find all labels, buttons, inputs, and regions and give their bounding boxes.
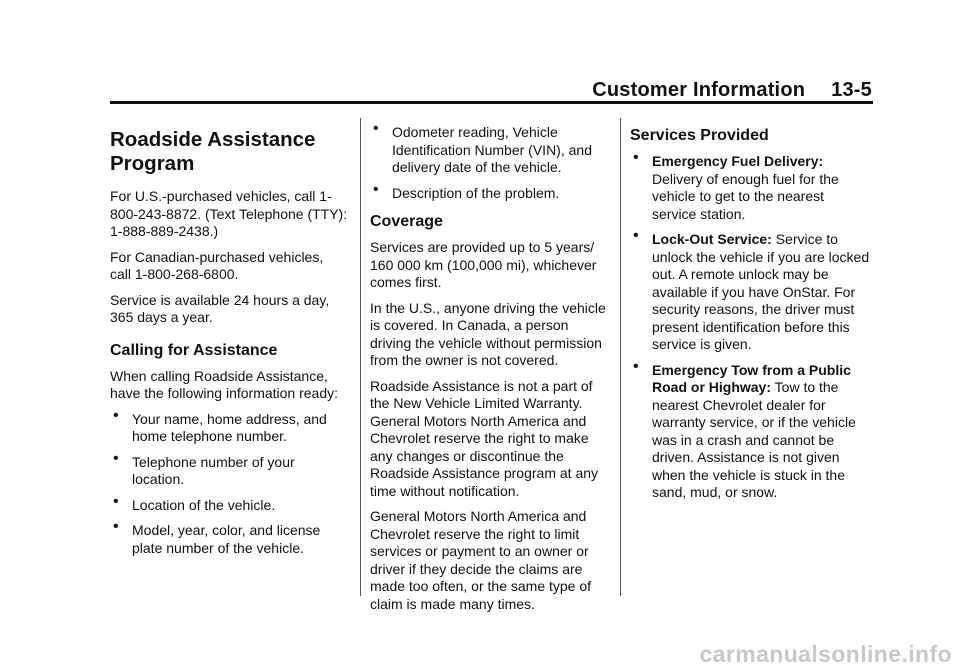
column-left <box>110 128 348 565</box>
service-text: Service to unlock the vehicle if you are locked out. A remote unlock may be available if you have OnStar. For security reasons, the driver must present identification before this service is given. <box>652 231 870 352</box>
info-list-continued <box>370 124 610 202</box>
service-text: Tow to the nearest Chevrolet dealer for warranty service, or if the vehicle was in a crash and cannot be driven. Assistance is not given when the vehicle is stuck in the sand, mud, or snow. <box>652 379 856 500</box>
services-list <box>630 153 870 502</box>
service-item <box>630 153 870 223</box>
page-number: 13-5 <box>831 79 872 101</box>
column-middle <box>370 124 610 621</box>
section-title: Customer Information <box>592 79 806 101</box>
service-label: Emergency Tow from a Public Road or Highway: <box>652 361 851 395</box>
section-heading-roadside: Roadside Assistance Program <box>110 128 316 175</box>
paragraph: When calling Roadside Assistance, have the following information ready: <box>110 367 339 401</box>
service-label: Emergency Fuel Delivery: <box>652 153 824 169</box>
list-item: • Model, year, color, and license plate number of the vehicle. <box>110 522 348 557</box>
subheading-coverage: Coverage <box>370 213 443 230</box>
list-item: • Description of the problem. <box>370 185 610 203</box>
paragraph: Services are provided up to 5 years/ 160 000 km (100,000 mi), whichever comes first. <box>370 239 597 290</box>
column-divider <box>620 118 621 596</box>
service-text: Delivery of enough fuel for the vehicle to get to the nearest service station. <box>652 170 839 222</box>
list-item: • Location of the vehicle. <box>110 497 348 515</box>
paragraph: General Motors North America and Chevrolet reserve the right to limit services or payment to an owner or driver if they decide the claims are made too often, or the same type of claim is made many times. <box>370 508 592 612</box>
paragraph: Service is available 24 hours a day, 365 days a year. <box>110 291 330 325</box>
paragraph: Roadside Assistance is not a part of the New Vehicle Limited Warranty. General Motors North America and Chevrolet reserve the right to make any changes or discontinue the Roadside Assistance program at any time without notification. <box>370 377 599 499</box>
list-item: • Telephone number of your location. <box>110 454 348 489</box>
paragraph: For U.S.-purchased vehicles, call 1-800-243-8872. (Text Telephone (TTY): 1-888-889-2438.) <box>110 188 348 239</box>
service-label: Lock-Out Service: <box>652 231 772 247</box>
paragraph: In the U.S., anyone driving the vehicle is covered. In Canada, a person driving the vehicle without permission from the owner is not covered. <box>370 299 606 368</box>
subheading-services: Services Provided <box>630 127 769 144</box>
service-item <box>630 362 870 502</box>
watermark: carmanualsonline.info <box>699 641 952 667</box>
column-right <box>630 128 870 510</box>
list-item: • Odometer reading, Vehicle Identification Number (VIN), and delivery date of the vehicle. <box>370 124 610 177</box>
info-list <box>110 411 348 558</box>
page-header <box>592 79 872 102</box>
service-item <box>630 231 870 354</box>
header-rule <box>110 101 873 104</box>
subheading-calling: Calling for Assistance <box>110 341 278 359</box>
paragraph: For Canadian-purchased vehicles, call 1-800-268-6800. <box>110 248 324 282</box>
column-divider <box>360 118 361 596</box>
list-item: • Your name, home address, and home telephone number. <box>110 411 348 446</box>
